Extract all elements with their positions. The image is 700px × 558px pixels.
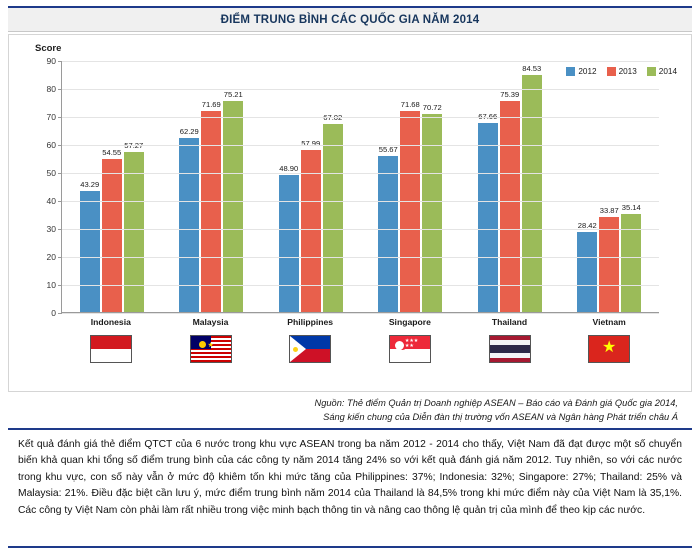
commentary-box	[8, 428, 692, 548]
bar-group	[162, 61, 262, 312]
bar-value-label: 54.55	[102, 148, 122, 158]
bars	[261, 61, 361, 312]
page-title: ĐIỂM TRUNG BÌNH CÁC QUỐC GIA NĂM 2014	[220, 13, 480, 26]
bar-vietnam-2012	[577, 221, 597, 312]
y-axis-tick-label: 0	[51, 308, 56, 318]
y-axis-tick-mark	[58, 145, 62, 146]
bar-value-label: 55.67	[378, 145, 398, 155]
bar-vietnam-2013	[599, 206, 619, 312]
source-line-2: Sáng kiến chung của Diễn đàn thị trường vốn ASEAN và Ngân hàng Phát triển châu Á	[323, 412, 678, 422]
bar-value-label: 75.39	[500, 89, 520, 99]
y-axis-tick-label: 10	[46, 280, 56, 290]
bar-value-label: 70.72	[422, 102, 442, 112]
y-axis-title: Score	[35, 43, 62, 54]
y-axis-tick-label: 90	[46, 56, 56, 66]
source-line-1: Nguồn: Thẻ điểm Quản trị Doanh nghiệp ASEAN – Báo cáo và Đánh giá Quốc gia 2014,	[314, 398, 678, 408]
bar-group	[62, 61, 162, 312]
bar-thailand-2014	[522, 64, 542, 312]
bar-value-label: 67.02	[323, 113, 343, 123]
y-axis-tick-mark	[58, 313, 62, 314]
gridline	[62, 285, 659, 286]
bar-value-label: 57.99	[301, 138, 321, 148]
y-axis-tick-label: 20	[46, 252, 56, 262]
bars	[460, 61, 560, 312]
y-axis-tick-mark	[58, 89, 62, 90]
bar-group	[361, 61, 461, 312]
x-axis-labels	[61, 317, 659, 327]
bars	[361, 61, 461, 312]
flag-vietnam-icon: ★	[559, 335, 659, 363]
bar-value-label: 43.29	[80, 179, 100, 189]
bar-singapore-2014	[422, 102, 442, 312]
flag-philippines-icon	[260, 335, 360, 363]
y-axis-tick-mark	[58, 285, 62, 286]
y-axis-tick-mark	[58, 257, 62, 258]
plot-area	[46, 56, 659, 318]
bar-thailand-2012	[478, 111, 498, 312]
y-axis-tick-label: 40	[46, 196, 56, 206]
gridline	[62, 61, 659, 62]
x-axis-label-thailand: Thailand	[491, 317, 528, 327]
bar-malaysia-2014	[223, 90, 243, 312]
bar-groups	[62, 61, 659, 312]
bars	[162, 61, 262, 312]
bar-philippines-2014	[323, 113, 343, 312]
bar-value-label: 33.87	[599, 206, 619, 216]
gridline	[62, 117, 659, 118]
legend-label-2014: 2014	[658, 67, 677, 76]
x-axis-label-indonesia: Indonesia	[90, 317, 131, 327]
bar-value-label: 71.69	[201, 100, 221, 110]
bar-value-label: 57.27	[124, 140, 144, 150]
y-axis-tick-mark	[58, 173, 62, 174]
bar-singapore-2013	[400, 100, 420, 312]
gridline	[62, 313, 659, 314]
flag-malaysia-icon: ★	[161, 335, 261, 363]
chart-panel	[8, 34, 692, 392]
bar-indonesia-2014	[124, 140, 144, 312]
y-axis-tick-label: 30	[46, 224, 56, 234]
legend-label-2012: 2012	[578, 67, 597, 76]
bar-value-label: 35.14	[621, 202, 641, 212]
bar-singapore-2012	[378, 145, 398, 312]
flag-thailand-icon	[460, 335, 560, 363]
gridline	[62, 257, 659, 258]
bar-malaysia-2013	[201, 100, 221, 312]
x-axis-label-malaysia: Malaysia	[192, 317, 229, 327]
bar-philippines-2012	[279, 164, 299, 312]
y-axis-tick-label: 70	[46, 112, 56, 122]
bar-value-label: 84.53	[522, 64, 542, 74]
commentary-text: Kết quả đánh giá thẻ điểm QTCT của 6 nước trong khu vực ASEAN trong ba năm 2012 - 2014 cho thấy, Việt Nam đã đạt được một số chuyển biến khả quan khi tổng số điểm trung bình của các công ty năm 2014 tăng 24% so với kết quả đánh giá năm 2012. Tuy nhiên, so với các nước trong khu vực, con số này vẫn ở mức độ khiêm tốn khi mức tăng của Philippines: 37%; Indonesia: 32%; Singapore: 27%; Thailand: 25% và Malaysia: 21%. Điều đặc biệt cần lưu ý, mức điểm trung bình năm 2014 của Thailand là 84,5% trong khi mức điểm này của Việt Nam là 35,1%. Các công ty Việt Nam còn phải làm rất nhiều trong việc minh bạch thông tin và nâng cao thông lệ quản trị của mình để theo kịp các nước.	[18, 439, 682, 516]
bar-indonesia-2013	[102, 148, 122, 312]
y-axis-tick-mark	[58, 201, 62, 202]
bar-value-label: 71.68	[400, 100, 420, 110]
flag-singapore-icon: ★★★ ★★	[360, 335, 460, 363]
x-axis-label-philippines: Philippines	[287, 317, 334, 327]
gridline	[62, 201, 659, 202]
x-axis-label-vietnam: Vietnam	[592, 317, 626, 327]
bar-group	[261, 61, 361, 312]
gridline	[62, 145, 659, 146]
y-axis-tick-mark	[58, 117, 62, 118]
x-axis-label-singapore: Singapore	[388, 317, 431, 327]
y-axis-tick-mark	[58, 61, 62, 62]
flag-indonesia-icon	[61, 335, 161, 363]
bar-group	[560, 61, 660, 312]
source-note	[8, 396, 692, 424]
bar-indonesia-2012	[80, 179, 100, 312]
gridline	[62, 229, 659, 230]
y-axis-tick-mark	[58, 229, 62, 230]
bar-group	[460, 61, 560, 312]
y-axis-tick-label: 80	[46, 84, 56, 94]
bar-value-label: 67.66	[478, 111, 498, 121]
bar-value-label: 75.21	[223, 90, 243, 100]
legend-label-2013: 2013	[618, 67, 637, 76]
bar-thailand-2013	[500, 89, 520, 312]
y-axis-tick-label: 50	[46, 168, 56, 178]
bars	[560, 61, 660, 312]
gridline	[62, 173, 659, 174]
bar-value-label: 62.29	[179, 126, 199, 136]
bar-value-label: 48.90	[279, 164, 299, 174]
gridline	[62, 89, 659, 90]
country-flags-row	[61, 335, 659, 363]
bar-value-label: 28.42	[577, 221, 597, 231]
y-axis-tick-label: 60	[46, 140, 56, 150]
chart-title-bar	[8, 6, 692, 32]
bars	[62, 61, 162, 312]
